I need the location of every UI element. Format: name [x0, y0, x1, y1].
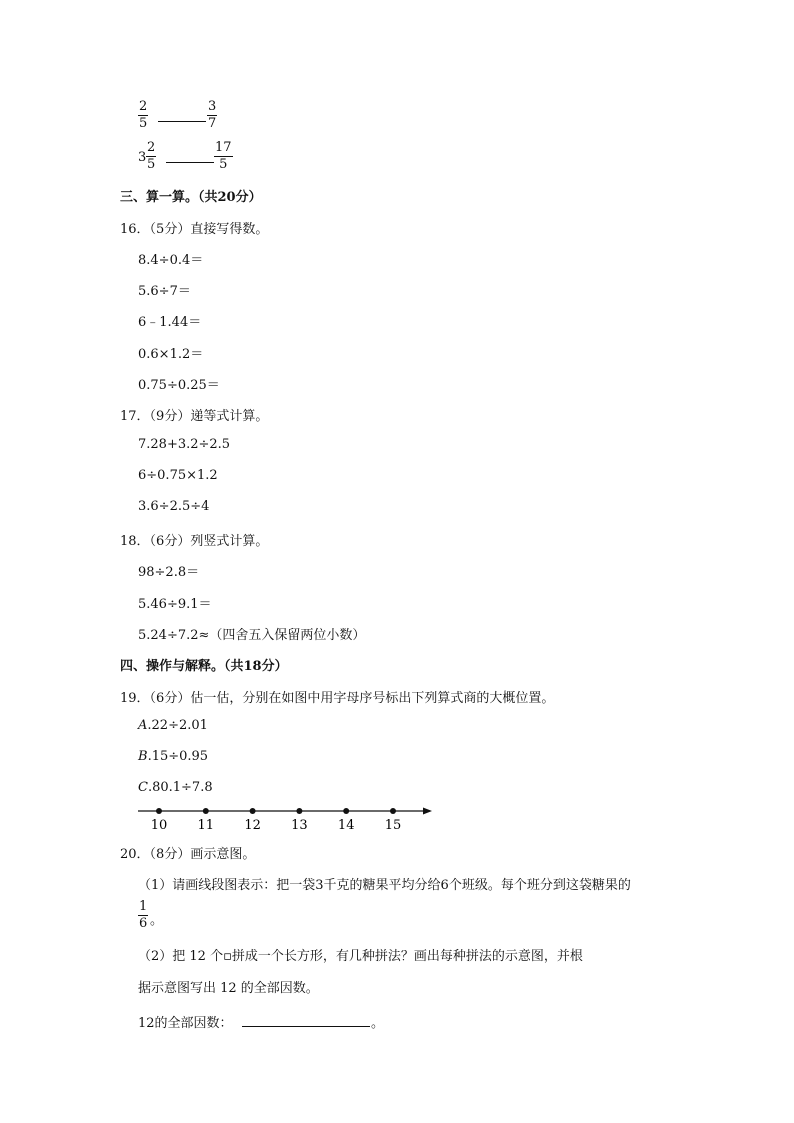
q20-part2-line1: （2）把 12 个▫拼成一个长方形，有几种拼法？画出每种拼法的示意图，并根	[138, 949, 583, 964]
fraction-right-1	[207, 100, 217, 131]
option-text: .22÷2.01	[147, 718, 208, 733]
denominator: 7	[208, 116, 217, 131]
question-20-label: 20．（8分）画示意图。	[120, 847, 256, 862]
q18-item: 5.24÷7.2≈（四舍五入保留两位小数）	[138, 628, 366, 643]
q20-part1-end: 。	[150, 913, 164, 928]
question-19-label: 19．（6分）估一估，分别在如图中用字母序号标出下列算式商的大概位置。	[120, 691, 555, 706]
numerator: 17	[215, 140, 232, 155]
fraction-left-2	[146, 141, 156, 172]
number-line-label: 15	[384, 818, 402, 833]
q16-item: 0.75÷0.25＝	[138, 378, 220, 393]
q18-item: 98÷2.8＝	[138, 565, 200, 580]
fraction-one-sixth	[138, 900, 148, 931]
fraction-left-1	[138, 100, 148, 131]
question-16-label: 16．（5分）直接写得数。	[120, 222, 269, 237]
number-line-point	[203, 808, 209, 814]
option-letter: A	[138, 718, 148, 733]
q17-item: 6÷0.75×1.2	[138, 468, 218, 483]
q17-item: 3.6÷2.5÷4	[138, 499, 210, 514]
q17-item: 7.28+3.2÷2.5	[138, 437, 231, 452]
number-line-point	[156, 808, 162, 814]
numerator: 1	[139, 899, 148, 914]
denominator: 6	[139, 916, 148, 931]
number-line-ticks	[151, 808, 402, 833]
factors-label: 12的全部因数：	[138, 1016, 233, 1031]
mixed-whole: 3	[138, 150, 147, 165]
q16-item: 0.6×1.2＝	[138, 347, 204, 362]
numerator: 2	[147, 140, 156, 155]
option-letter: B	[138, 749, 148, 764]
number-line-label: 14	[337, 818, 355, 833]
number-line-label: 10	[150, 818, 168, 833]
question-17-label: 17．（9分）递等式计算。	[120, 409, 269, 424]
option-letter: C	[138, 780, 148, 795]
factors-end: 。	[371, 1016, 385, 1031]
q16-item: 5.6÷7＝	[138, 284, 191, 299]
denominator: 5	[147, 157, 156, 172]
q16-item: 8.4÷0.4＝	[138, 253, 204, 268]
numerator: 2	[139, 99, 148, 114]
section-4-title: 四、操作与解释。（共18分）	[120, 659, 288, 674]
number-line-label: 11	[197, 818, 215, 833]
q18-item: 5.46÷9.1＝	[138, 597, 212, 612]
q16-item: 6﹣1.44＝	[138, 315, 202, 330]
number-line-label: 12	[244, 818, 261, 833]
number-line-arrow	[423, 808, 432, 815]
compare-blank-2[interactable]	[166, 162, 214, 163]
number-line-label: 13	[291, 818, 308, 833]
denominator: 5	[219, 157, 228, 172]
numerator: 3	[208, 99, 217, 114]
factors-answer-blank[interactable]	[242, 1026, 370, 1027]
fraction-right-2	[214, 141, 233, 172]
question-18-label: 18．（6分）列竖式计算。	[120, 534, 269, 549]
q19-option-b	[138, 749, 208, 764]
number-line-point	[343, 808, 349, 814]
denominator: 5	[139, 116, 148, 131]
number-line-point	[390, 808, 396, 814]
number-line	[130, 800, 440, 836]
q20-part1-text: （1）请画线段图表示：把一袋3千克的糖果平均分给6个班级。每个班分到这袋糖果的	[138, 878, 631, 893]
option-text: .15÷0.95	[147, 749, 209, 764]
option-text: .80.1÷7.8	[147, 780, 213, 795]
q19-option-a	[138, 718, 208, 733]
compare-blank-1[interactable]	[158, 121, 206, 122]
q20-part2-line2: 据示意图写出 12 的全部因数。	[138, 981, 319, 996]
number-line-point	[296, 808, 302, 814]
q19-option-c	[138, 780, 213, 795]
section-3-title: 三、算一算。（共20分）	[120, 190, 262, 205]
number-line-point	[250, 808, 256, 814]
